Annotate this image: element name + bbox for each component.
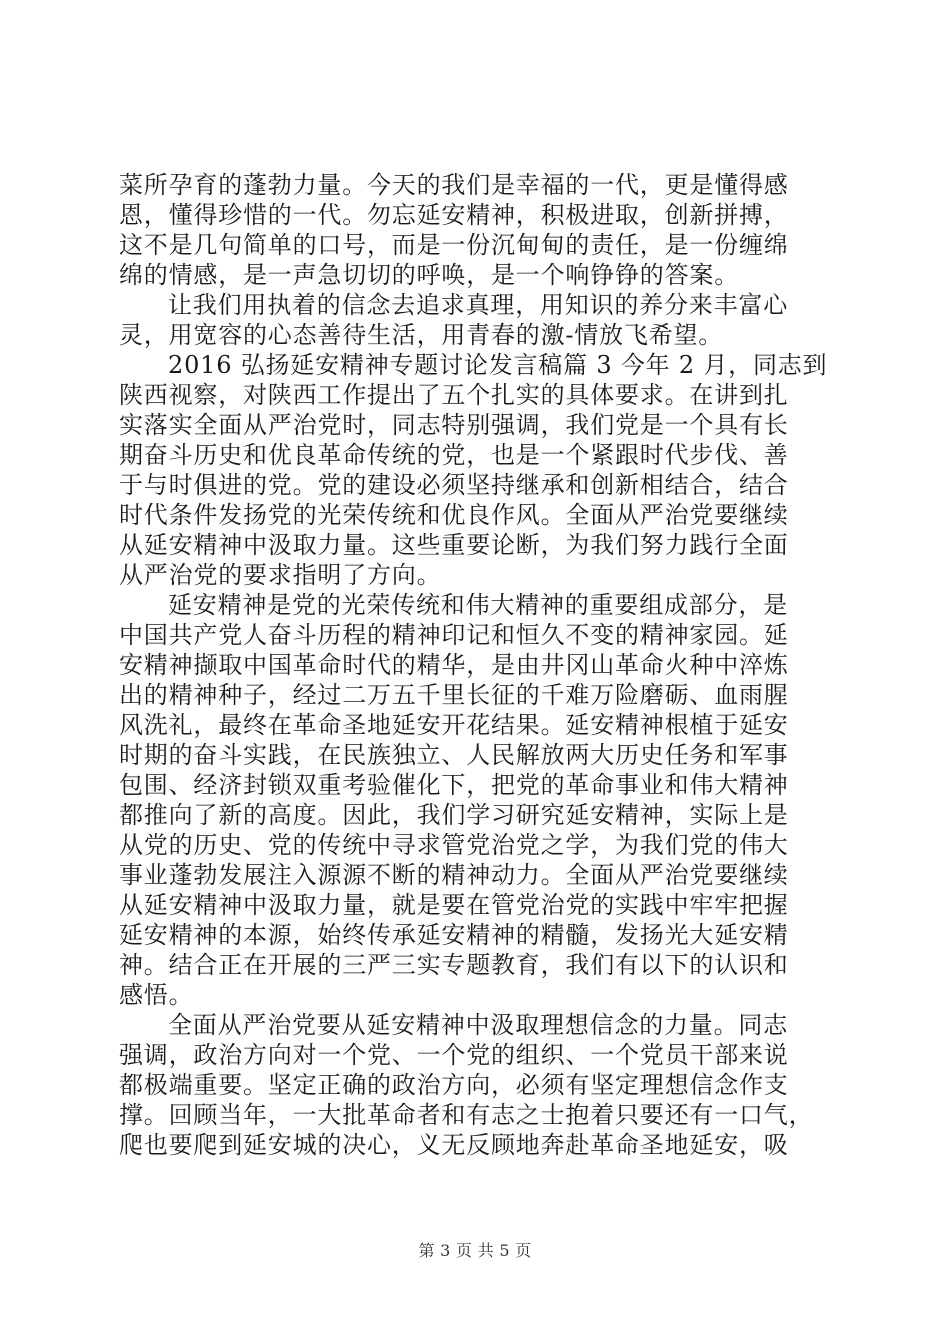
text-line: 从党的历史、党的传统中寻求管党治党之学，为我们党的伟大 [119, 831, 789, 859]
text-line: 事业蓬勃发展注入源源不断的精神动力。全面从严治党要继续 [119, 861, 789, 889]
text-line: 感悟。 [119, 981, 194, 1009]
text-line: 出的精神种子，经过二万五千里长征的千难万险磨砺、血雨腥 [119, 681, 789, 709]
text-line: 强调，政治方向对一个党、一个党的组织、一个党员干部来说 [119, 1041, 789, 1069]
text-line: 菜所孕育的蓬勃力量。今天的我们是幸福的一代，更是懂得感 [119, 171, 789, 199]
text-line: 风洗礼，最终在革命圣地延安开花结果。延安精神根植于延安 [119, 711, 789, 739]
text-line: 恩，懂得珍惜的一代。勿忘延安精神，积极进取，创新拼搏， [119, 201, 789, 229]
text-line: 爬也要爬到延安城的决心，义无反顾地奔赴革命圣地延安，吸 [119, 1131, 789, 1159]
document-body [119, 170, 835, 1160]
paragraph-first-line: 2016 弘扬延安精神专题讨论发言稿篇 3 今年 2 月，同志到 [168, 351, 828, 379]
text-line: 这不是几句简单的口号，而是一份沉甸甸的责任，是一份缠绵 [119, 231, 789, 259]
text-line: 都推向了新的高度。因此，我们学习研究延安精神，实际上是 [119, 801, 789, 829]
text-line: 从延安精神中汲取力量，就是要在管党治党的实践中牢牢把握 [119, 891, 789, 919]
text-line: 从延安精神中汲取力量。这些重要论断，为我们努力践行全面 [119, 531, 789, 559]
text-line: 神。结合正在开展的三严三实专题教育，我们有以下的认识和 [119, 951, 789, 979]
text-line: 时代条件发扬党的光荣传统和优良作风。全面从严治党要继续 [119, 501, 789, 529]
paragraph-first-line: 让我们用执着的信念去追求真理，用知识的养分来丰富心 [168, 291, 788, 319]
text-line: 于与时俱进的党。党的建设必须坚持继承和创新相结合，结合 [119, 471, 789, 499]
text-line: 包围、经济封锁双重考验催化下，把党的革命事业和伟大精神 [119, 771, 789, 799]
text-line: 从严治党的要求指明了方向。 [119, 561, 442, 589]
text-line: 中国共产党人奋斗历程的精神印记和恒久不变的精神家园。延 [119, 621, 789, 649]
text-line: 时期的奋斗实践，在民族独立、人民解放两大历史任务和军事 [119, 741, 789, 769]
text-line: 陕西视察，对陕西工作提出了五个扎实的具体要求。在讲到扎 [119, 381, 789, 409]
text-line: 实落实全面从严治党时，同志特别强调，我们党是一个具有长 [119, 411, 789, 439]
text-line: 撑。回顾当年，一大批革命者和有志之士抱着只要还有一口气， [119, 1101, 814, 1129]
paragraph-first-line: 全面从严治党要从延安精神中汲取理想信念的力量。同志 [168, 1011, 788, 1039]
text-line: 都极端重要。坚定正确的政治方向，必须有坚定理想信念作支 [119, 1071, 789, 1099]
page-number-footer: 第 3 页 共 5 页 [418, 1241, 532, 1260]
text-line: 安精神撷取中国革命时代的精华，是由井冈山革命火种中淬炼 [119, 651, 789, 679]
text-line: 期奋斗历史和优良革命传统的党，也是一个紧跟时代步伐、善 [119, 441, 789, 469]
text-line: 延安精神的本源，始终传承延安精神的精髓，发扬光大延安精 [119, 921, 789, 949]
text-line: 灵，用宽容的心态善待生活，用青春的激-情放飞希望。 [119, 321, 724, 349]
paragraph-first-line: 延安精神是党的光荣传统和伟大精神的重要组成部分，是 [168, 591, 788, 619]
text-line: 绵的情感，是一声急切切的呼唤，是一个响铮铮的答案。 [119, 261, 739, 289]
